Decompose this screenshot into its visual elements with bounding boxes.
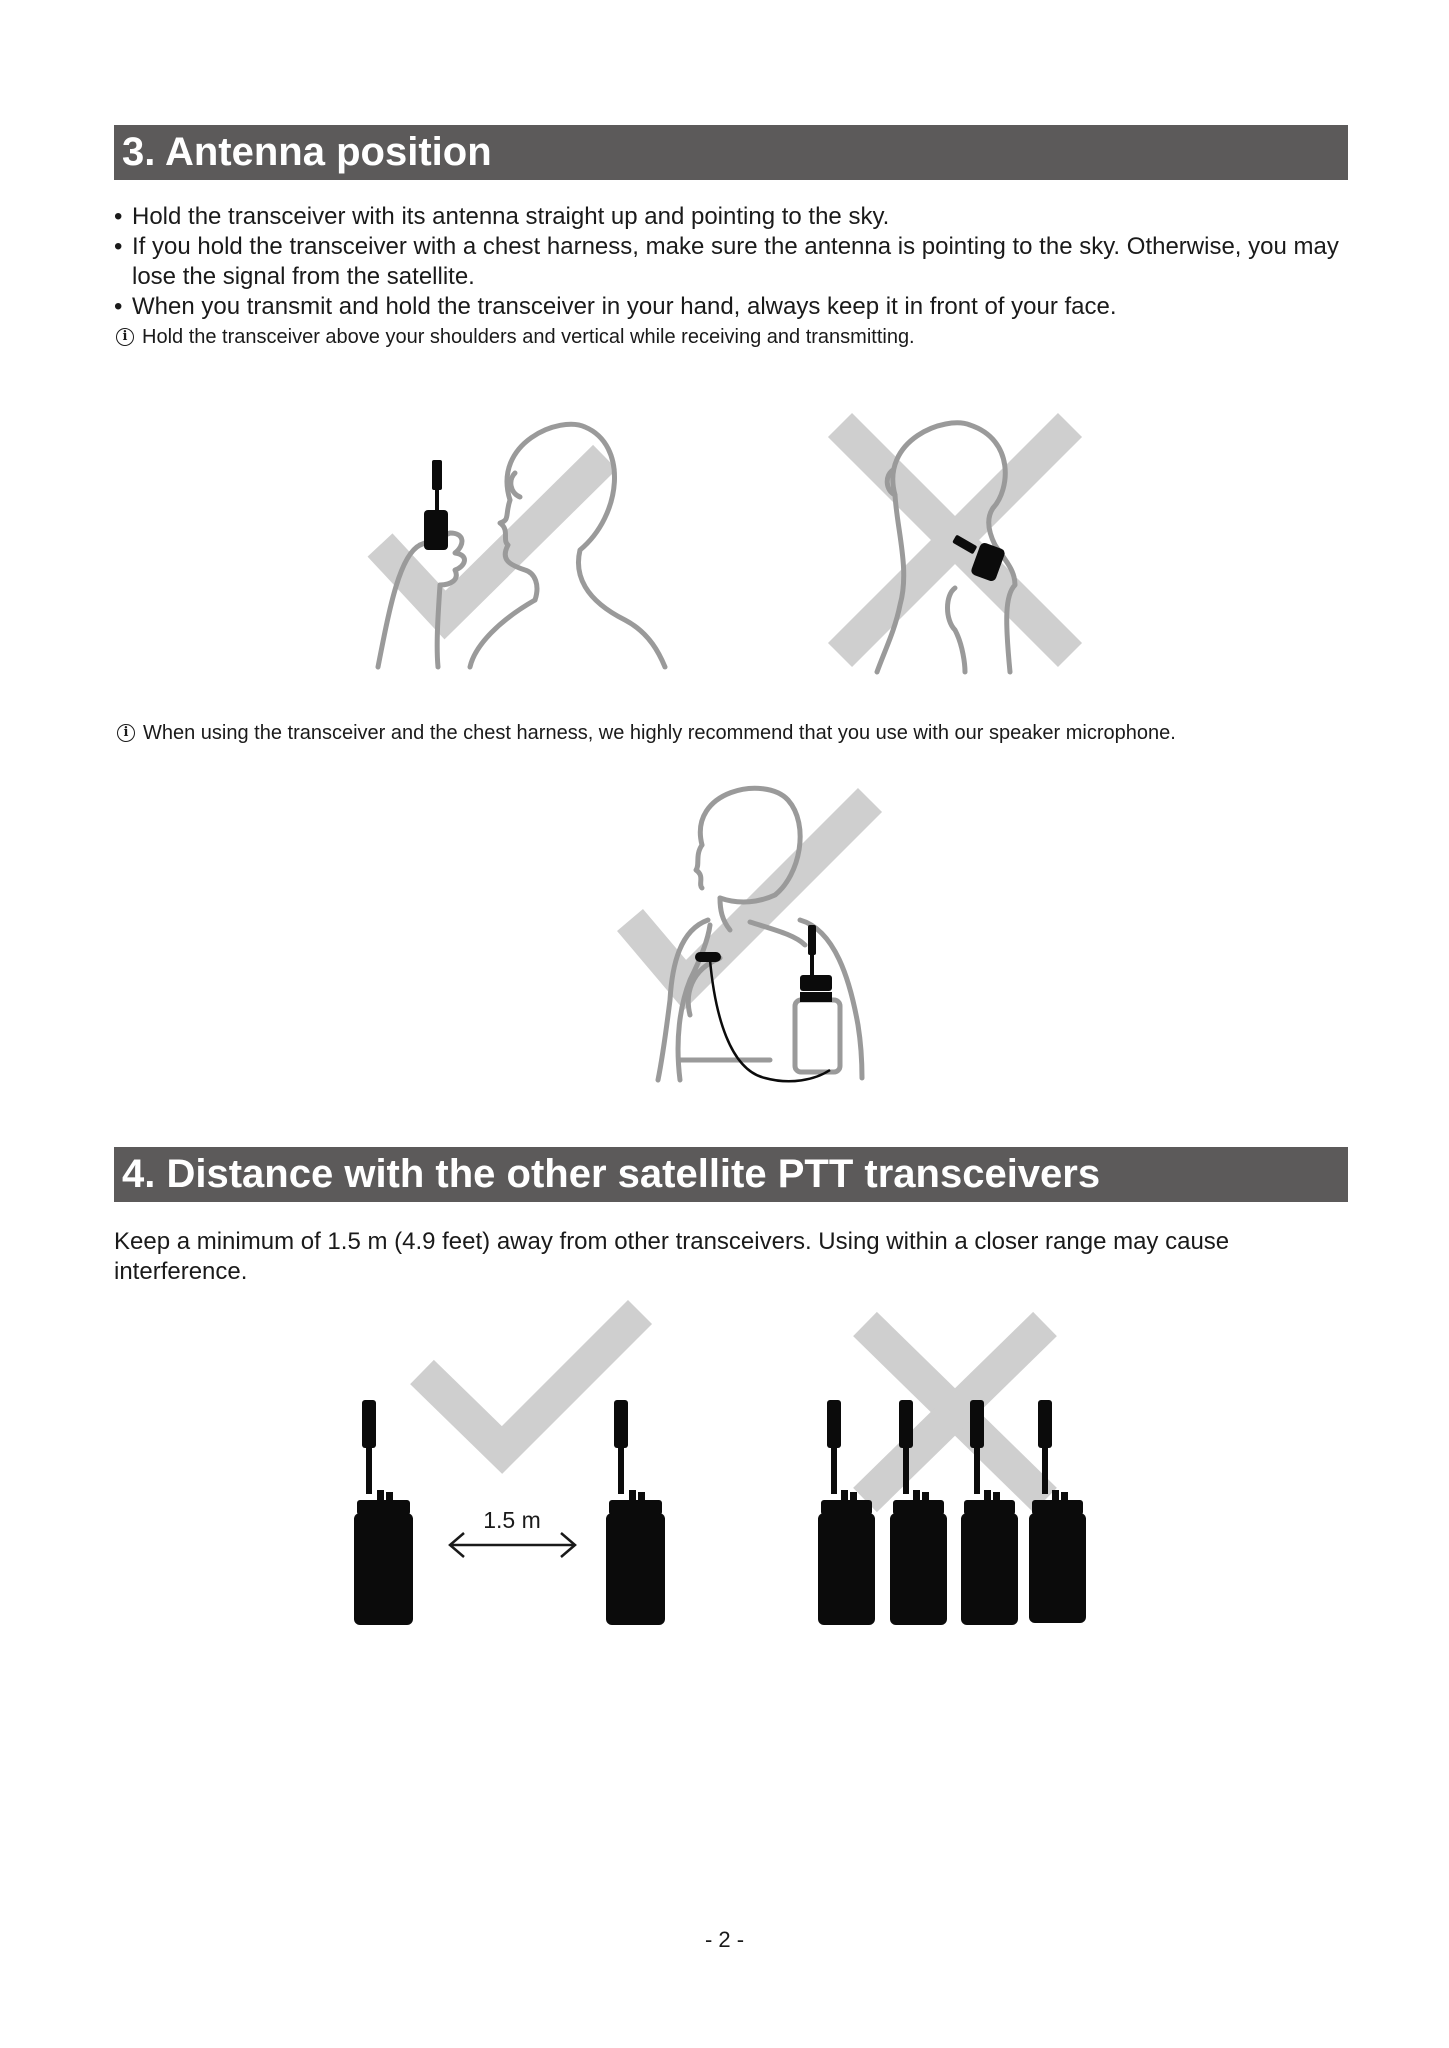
section-3-header: 3. Antenna position [114, 125, 1348, 180]
note-text: Hold the transceiver above your shoulders and vertical while receiving and transmitting. [142, 326, 915, 348]
bullet-item: • When you transmit and hold the transceiver in your hand, always keep it in front of your face. [114, 292, 1354, 322]
chest-harness-figure [600, 780, 900, 1090]
bullet-item: • If you hold the transceiver with a chest harness, make sure the antenna is pointing to the sky. Otherwise, you may lose the signal from the satellite. [114, 232, 1354, 292]
check-mark-icon [630, 800, 870, 985]
check-mark-icon [422, 1312, 640, 1450]
wrong-distance-figure [810, 1300, 1100, 1630]
correct-hold-figure [360, 405, 700, 675]
page-number: - 2 - [704, 1927, 745, 1952]
check-mark-icon [380, 457, 605, 615]
note-text: When using the transceiver and the chest harness, we highly recommend that you use with our speaker microphone. [143, 722, 1176, 744]
transceiver-icon [1029, 1400, 1086, 1623]
bullet-item: • Hold the transceiver with its antenna straight up and pointing to the sky. [114, 202, 1354, 232]
speaker-microphone-icon [695, 952, 721, 962]
section-4-header: 4. Distance with the other satellite PTT transceivers [114, 1147, 1348, 1202]
info-circle-icon: i [116, 328, 134, 346]
distance-label: 1.5 m [483, 1507, 541, 1533]
note-chest-harness [117, 720, 1176, 746]
transceiver-icon [818, 1400, 875, 1625]
wrong-hold-figure [825, 410, 1095, 680]
info-circle-icon: i [117, 724, 135, 742]
distance-paragraph: Keep a minimum of 1.5 m (4.9 feet) away from other transceivers. Using within a closer range may cause interference. [114, 1228, 1230, 1285]
correct-distance-figure [340, 1300, 680, 1630]
transceiver-icon [424, 460, 448, 550]
note-antenna-hold [116, 324, 1354, 350]
distance-arrow-icon [450, 1533, 575, 1557]
transceiver-icon [354, 1400, 413, 1625]
antenna-bullet-list [114, 202, 1354, 350]
transceiver-icon [606, 1400, 665, 1625]
